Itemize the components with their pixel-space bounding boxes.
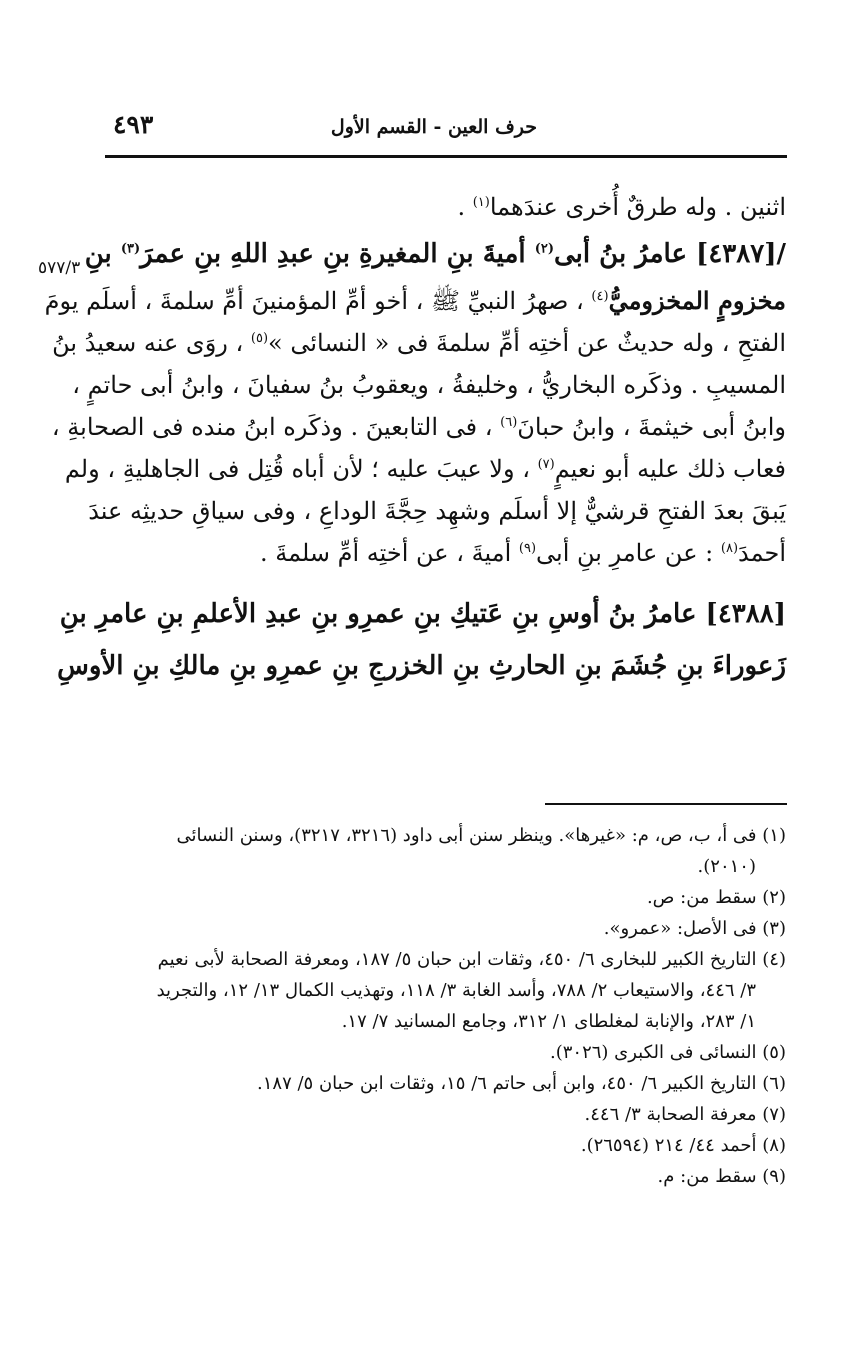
text-line: اثنين . وله طرقٌ أُخرى عندَهما$^{(١)}$ . (457, 193, 786, 221)
footnote-marker: (٦) (500, 415, 518, 430)
footnote-rule (545, 803, 787, 805)
margin-reference: ٥٧٧/٣ (38, 258, 81, 278)
text-line: يَبقَ بعدَ الفتحِ قرشيٌّ إلا أسلَم وشهِد حِجَّةَ الوداعِ ، وفى سياقِ حديثِه عندَ (88, 497, 786, 525)
text-line: مخزومٍ المخزوميُّ$^{(٤)}$ ، صهرُ النبيِّ ﷺ ، أخو أمِّ المؤمنينَ أمِّ سلمةَ ، أسلَم يومَ (44, 286, 786, 315)
entry-heading-4388-cont: زَعوراءَ بنِ جُشَمَ بنِ الحارثِ بنِ الخزرجِ بنِ عمرِو بنِ مالكِ بنِ الأوسِ (57, 651, 786, 681)
text-line: أحمدَ$^{(٨)}$ : عن عامرِ بنِ أبى$^{(٩)}$ أميةَ ، عن أختِه أمِّ سلمةَ . (259, 539, 786, 567)
footnote: (٧) معرفة الصحابة ٣/ ٤٤٦. (584, 1104, 786, 1125)
footnote-marker: (٣) (120, 241, 141, 257)
page-header (105, 108, 787, 148)
footnote-marker: (٩) (518, 541, 537, 556)
running-title: حرف العين - القسم الأول (330, 116, 537, 138)
header-rule (105, 155, 787, 158)
footnote-continuation: ١/ ٢٨٣، والإنابة لمغلطاى ١/ ٣١٢، وجامع المسانيد ٧/ ١٧. (341, 1011, 756, 1032)
footnote-continuation: (٢٠١٠). (697, 856, 756, 877)
footnote: (٣) فى الأصل: «عمرو». (603, 918, 786, 939)
footnotes (96, 820, 786, 1192)
text-line: فعاب ذلك عليه أبو نعيمٍ$^{(٧)}$ ، ولا عيبَ عليه ؛ لأن أباه قُتِل فى الجاهليةِ ، ولم (64, 455, 786, 483)
footnote: (٢) سقط من: ص. (646, 887, 786, 908)
footnote-marker: (٤) (591, 289, 609, 304)
text-line: وابنُ أبى خيثمةَ ، وابنُ حبانَ$^{(٦)}$ ، فى التابعينَ . وذكَره ابنُ منده فى الصحابةِ ، (51, 413, 786, 441)
text-line: الفتحِ ، وله حديثٌ عن أختِه أمِّ سلمةَ فى « النسائى »$^{(٥)}$ ، روَى عنه سعيدُ بنُ (52, 329, 786, 357)
footnote-marker: (٨) (720, 541, 739, 556)
footnote-marker: (٢) (534, 241, 554, 257)
footnote-marker: (٧) (537, 457, 555, 472)
footnote: (٩) سقط من: م. (657, 1166, 786, 1187)
footnote: (٨) أحمد ٤٤/ ٢١٤ (٢٦٥٩٤). (580, 1135, 786, 1156)
footnote: (٦) التاريخ الكبير ٦/ ٤٥٠، وابن أبى حاتم ٦/ ١٥، وثقات ابن حبان ٥/ ١٨٧. (257, 1073, 786, 1094)
footnote-continuation: ٣/ ٤٤٦، والاستيعاب ٢/ ٧٨٨، وأسد الغابة ٣/ ١١٨، وتهذيب الكمال ١٣/ ١٢، والتجريد (156, 980, 756, 1001)
footnote: (٥) النسائى فى الكبرى (٣٠٢٦). (549, 1042, 786, 1063)
footnote-marker: (١) (472, 195, 490, 210)
text-line: المسيبِ . وذكَره البخاريُّ ، وخليفةُ ، ويعقوبُ بنُ سفيانَ ، وابنُ أبى حاتمٍ ، (72, 371, 786, 399)
page-number: ٤٩٣ (113, 110, 154, 139)
footnote: (٤) التاريخ الكبير للبخارى ٦/ ٤٥٠، وثقات ابن حبان ٥/ ١٨٧، ومعرفة الصحابة لأبى نعيم (157, 949, 786, 970)
entry-heading-4387: /[٤٣٨٧] عامرُ بنُ أبى$^{(٢)}$ أميةَ بنِ المغيرةِ بنِ عبدِ اللهِ بنِ عمرَ$^{(٣)}$ بنِ (84, 239, 786, 269)
footnote: (١) فى أ، ب، ص، م: «غيرها». وينظر سنن أبى داود (٣٢١٦، ٣٢١٧)، وسنن النسائى (176, 825, 786, 846)
footnote-marker: (٥) (250, 331, 269, 346)
entry-heading-4388: [٤٣٨٨] عامرُ بنُ أوسِ بنِ عَتيكِ بنِ عمرِو بنِ عبدِ الأعلمِ بنِ عامرِ بنِ (59, 599, 786, 629)
